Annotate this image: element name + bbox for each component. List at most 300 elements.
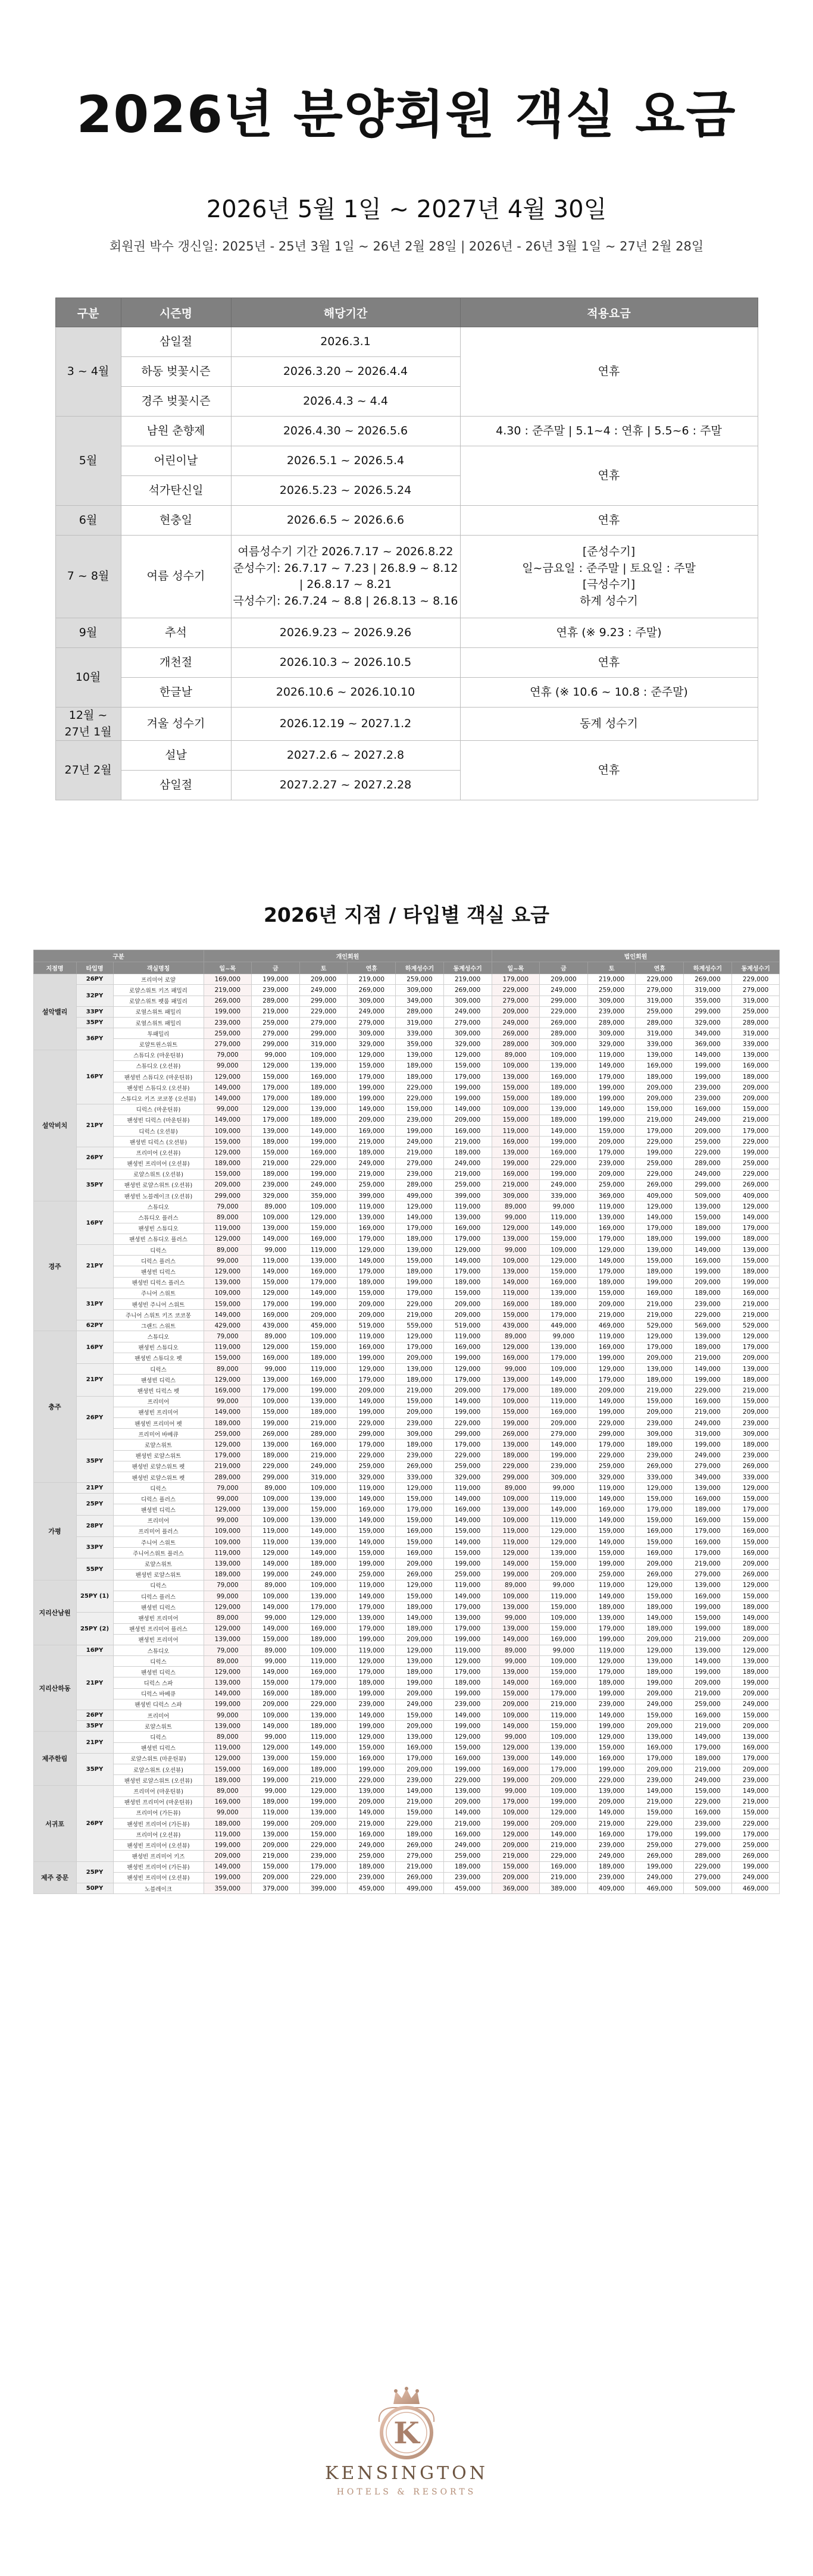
corporate-rate-cell: 109,000 xyxy=(540,1656,588,1667)
corporate-rate-cell: 219,000 xyxy=(540,1699,588,1710)
corporate-rate-cell: 199,000 xyxy=(587,1353,636,1363)
individual-rate-cell: 129,000 xyxy=(443,1244,492,1255)
table-row xyxy=(33,1223,780,1234)
corporate-rate-cell: 189,000 xyxy=(684,1753,732,1764)
individual-rate-cell: 89,000 xyxy=(204,1244,252,1255)
individual-rate-cell: 159,000 xyxy=(396,1710,444,1721)
room-name-cell: 팬셩빈 프리미어 (마운틴뷰) xyxy=(113,1796,204,1807)
corporate-rate-cell: 279,000 xyxy=(731,985,780,996)
individual-rate-cell: 159,000 xyxy=(204,1298,252,1309)
individual-rate-cell: 129,000 xyxy=(204,1234,252,1244)
individual-rate-cell: 179,000 xyxy=(348,1234,396,1244)
season-name-cell: 현충일 xyxy=(121,506,231,536)
individual-rate-cell: 129,000 xyxy=(396,1580,444,1591)
individual-rate-cell: 279,000 xyxy=(443,1018,492,1028)
table-row xyxy=(33,1256,780,1266)
individual-rate-cell: 379,000 xyxy=(252,1883,300,1894)
corporate-rate-cell: 369,000 xyxy=(684,1039,732,1050)
table-row xyxy=(33,1883,780,1894)
corporate-rate-cell: 159,000 xyxy=(731,1104,780,1115)
corporate-rate-cell: 219,000 xyxy=(540,1872,588,1883)
corporate-rate-cell: 99,000 xyxy=(492,1656,540,1667)
individual-rate-cell: 189,000 xyxy=(252,1450,300,1461)
season-period-cell: 2026.5.23 ~ 2026.5.24 xyxy=(231,476,460,506)
room-name-cell: 로얄스위트 키즈 패밀리 xyxy=(113,985,204,996)
corporate-rate-cell: 159,000 xyxy=(731,1591,780,1601)
room-name-cell: 프리미어 (오션뷰) xyxy=(113,1829,204,1840)
individual-rate-cell: 179,000 xyxy=(443,1623,492,1634)
individual-rate-cell: 159,000 xyxy=(348,1060,396,1071)
corporate-rate-cell: 179,000 xyxy=(587,1147,636,1158)
individual-rate-cell: 189,000 xyxy=(348,1147,396,1158)
individual-rate-cell: 99,000 xyxy=(204,1396,252,1407)
individual-rate-cell: 329,000 xyxy=(348,1039,396,1050)
individual-rate-cell: 219,000 xyxy=(299,1417,348,1428)
room-type-cell: 33PY xyxy=(76,1006,113,1017)
individual-rate-cell: 189,000 xyxy=(396,1375,444,1385)
corporate-rate-cell: 219,000 xyxy=(731,1115,780,1125)
corporate-rate-cell: 149,000 xyxy=(636,1786,684,1796)
table-row xyxy=(33,1039,780,1050)
corporate-rate-cell: 169,000 xyxy=(684,1494,732,1504)
corporate-rate-cell: 239,000 xyxy=(540,1461,588,1472)
corporate-rate-cell: 179,000 xyxy=(587,1266,636,1277)
corporate-rate-cell: 99,000 xyxy=(492,1212,540,1223)
individual-rate-cell: 139,000 xyxy=(204,1277,252,1288)
individual-rate-cell: 149,000 xyxy=(348,1537,396,1548)
room-name-cell: 노블레이크 xyxy=(113,1883,204,1894)
table-row xyxy=(33,1613,780,1623)
individual-rate-cell: 139,000 xyxy=(299,1396,348,1407)
corporate-rate-cell: 219,000 xyxy=(731,1796,780,1807)
table-row xyxy=(33,1645,780,1655)
period-subtitle: 2026년 5월 1일 ~ 2027년 4월 30일 xyxy=(206,196,607,223)
individual-rate-cell: 199,000 xyxy=(348,1688,396,1699)
corporate-rate-cell: 189,000 xyxy=(636,1234,684,1244)
individual-rate-cell: 159,000 xyxy=(396,1256,444,1266)
room-type-cell: 35PY xyxy=(76,1439,113,1483)
individual-rate-cell: 179,000 xyxy=(299,1277,348,1288)
table-row xyxy=(33,1786,780,1796)
corporate-rate-cell: 209,000 xyxy=(587,1298,636,1309)
corporate-rate-cell: 119,000 xyxy=(540,1494,588,1504)
table-row xyxy=(33,1677,780,1688)
individual-rate-cell: 199,000 xyxy=(252,974,300,985)
corporate-rate-cell: 199,000 xyxy=(684,1266,732,1277)
corporate-rate-cell: 109,000 xyxy=(540,1786,588,1796)
room-name-cell: 로열스위트 패밀리 xyxy=(113,1018,204,1028)
individual-rate-cell: 239,000 xyxy=(443,1872,492,1883)
season-row xyxy=(55,446,758,476)
individual-rate-cell: 149,000 xyxy=(396,1786,444,1796)
individual-rate-cell: 269,000 xyxy=(348,985,396,996)
corporate-rate-cell: 199,000 xyxy=(587,1093,636,1104)
corporate-rate-cell: 279,000 xyxy=(492,996,540,1006)
corporate-rate-cell: 169,000 xyxy=(731,1288,780,1298)
corporate-rate-cell: 129,000 xyxy=(587,1732,636,1742)
corporate-rate-cell: 139,000 xyxy=(492,1753,540,1764)
corporate-rate-cell: 99,000 xyxy=(540,1645,588,1655)
individual-rate-cell: 289,000 xyxy=(396,1179,444,1190)
room-name-cell: 팬셩빈 디럭스 xyxy=(113,1602,204,1613)
individual-rate-cell: 139,000 xyxy=(299,1710,348,1721)
corporate-rate-cell: 139,000 xyxy=(684,1331,732,1342)
corporate-rate-cell: 199,000 xyxy=(636,1677,684,1688)
season-name-cell: 겨울 성수기 xyxy=(121,708,231,741)
corporate-rate-cell: 159,000 xyxy=(492,1093,540,1104)
table-row xyxy=(33,1320,780,1331)
room-name-cell: 스튜디오 플러스 xyxy=(113,1212,204,1223)
individual-rate-cell: 169,000 xyxy=(443,1829,492,1840)
corporate-rate-cell: 149,000 xyxy=(587,1396,636,1407)
individual-rate-cell: 149,000 xyxy=(252,1266,300,1277)
room-name-cell: 팬셩빈 디럭스 xyxy=(113,1266,204,1277)
individual-rate-cell: 169,000 xyxy=(252,1353,300,1363)
corporate-rate-cell: 199,000 xyxy=(492,1417,540,1428)
corporate-rate-cell: 199,000 xyxy=(731,1277,780,1288)
individual-rate-cell: 219,000 xyxy=(348,1818,396,1829)
corporate-rate-cell: 139,000 xyxy=(587,1613,636,1623)
corporate-rate-cell: 299,000 xyxy=(684,1179,732,1190)
individual-rate-cell: 219,000 xyxy=(252,1006,300,1017)
corporate-rate-cell: 289,000 xyxy=(540,1028,588,1039)
season-header-period: 해당기간 xyxy=(231,298,460,327)
individual-rate-cell: 169,000 xyxy=(443,1125,492,1136)
individual-rate-cell: 99,000 xyxy=(252,1613,300,1623)
room-name-cell: 스튜디오 xyxy=(113,1331,204,1342)
corporate-rate-cell: 159,000 xyxy=(540,1721,588,1732)
room-name-cell: 로얄스위트 (오션뷰) xyxy=(113,1764,204,1774)
individual-rate-cell: 179,000 xyxy=(443,1266,492,1277)
corporate-rate-cell: 159,000 xyxy=(587,1548,636,1558)
individual-rate-cell: 169,000 xyxy=(204,1796,252,1807)
table-row xyxy=(33,1310,780,1320)
individual-rate-cell: 209,000 xyxy=(396,1353,444,1363)
individual-rate-cell: 189,000 xyxy=(204,1818,252,1829)
individual-rate-cell: 119,000 xyxy=(299,1732,348,1742)
corporate-rate-cell: 239,000 xyxy=(587,1699,636,1710)
table-row xyxy=(33,1623,780,1634)
individual-rate-cell: 139,000 xyxy=(204,1634,252,1645)
corporate-rate-cell: 279,000 xyxy=(636,985,684,996)
room-type-cell: 16PY xyxy=(76,1050,113,1104)
season-table-body xyxy=(55,327,758,800)
room-name-cell: 프리미어 플러스 xyxy=(113,1526,204,1536)
individual-rate-cell: 209,000 xyxy=(443,1115,492,1125)
corporate-rate-cell: 209,000 xyxy=(540,1417,588,1428)
individual-rate-cell: 219,000 xyxy=(252,1851,300,1861)
individual-rate-cell: 199,000 xyxy=(443,1558,492,1569)
individual-rate-cell: 159,000 xyxy=(443,1548,492,1558)
corporate-rate-cell: 149,000 xyxy=(540,1439,588,1450)
corporate-rate-cell: 269,000 xyxy=(636,1569,684,1580)
corporate-rate-cell: 259,000 xyxy=(636,1158,684,1169)
corporate-rate-cell: 119,000 xyxy=(540,1515,588,1526)
corporate-rate-cell: 129,000 xyxy=(731,1201,780,1212)
corporate-rate-cell: 149,000 xyxy=(684,1656,732,1667)
individual-rate-cell: 129,000 xyxy=(252,1342,300,1353)
individual-rate-cell: 89,000 xyxy=(252,1645,300,1655)
corporate-rate-cell: 149,000 xyxy=(492,1677,540,1688)
individual-rate-cell: 189,000 xyxy=(204,1569,252,1580)
individual-rate-cell: 209,000 xyxy=(396,1407,444,1417)
corporate-rate-cell: 109,000 xyxy=(540,1613,588,1623)
corporate-rate-cell: 409,000 xyxy=(731,1191,780,1201)
individual-rate-cell: 179,000 xyxy=(443,1071,492,1082)
corporate-rate-cell: 179,000 xyxy=(636,1829,684,1840)
corporate-rate-cell: 249,000 xyxy=(540,1179,588,1190)
corporate-rate-cell: 159,000 xyxy=(731,1537,780,1548)
corporate-rate-cell: 169,000 xyxy=(587,1753,636,1764)
individual-rate-cell: 129,000 xyxy=(204,1753,252,1764)
individual-rate-cell: 199,000 xyxy=(299,1137,348,1147)
individual-rate-cell: 129,000 xyxy=(443,1732,492,1742)
corporate-rate-cell: 179,000 xyxy=(636,1342,684,1353)
individual-rate-cell: 239,000 xyxy=(396,1115,444,1125)
corporate-rate-cell: 199,000 xyxy=(684,1602,732,1613)
corporate-rate-cell: 249,000 xyxy=(636,1699,684,1710)
corporate-rate-cell: 109,000 xyxy=(540,1050,588,1060)
corporate-rate-cell: 139,000 xyxy=(684,1580,732,1591)
individual-rate-cell: 139,000 xyxy=(204,1677,252,1688)
individual-rate-cell: 149,000 xyxy=(204,1093,252,1104)
corporate-rate-cell: 129,000 xyxy=(492,1829,540,1840)
table-row xyxy=(33,1364,780,1375)
corporate-rate-cell: 229,000 xyxy=(684,1861,732,1872)
room-name-cell: 디럭스 xyxy=(113,1483,204,1494)
rate-subheader-cell: 토 xyxy=(299,962,348,974)
emblem-letter: K xyxy=(393,2415,420,2450)
individual-rate-cell: 259,000 xyxy=(396,974,444,985)
season-month-cell: 6월 xyxy=(55,506,121,536)
rate-subheader-cell: 연휴 xyxy=(636,962,684,974)
corporate-rate-cell: 199,000 xyxy=(684,1667,732,1677)
individual-rate-cell: 139,000 xyxy=(443,1212,492,1223)
corporate-rate-cell: 239,000 xyxy=(587,1840,636,1851)
individual-rate-cell: 189,000 xyxy=(396,1829,444,1840)
individual-rate-cell: 149,000 xyxy=(443,1104,492,1115)
corporate-rate-cell: 159,000 xyxy=(636,1494,684,1504)
table-row xyxy=(33,1515,780,1526)
individual-rate-cell: 129,000 xyxy=(396,1201,444,1212)
room-name-cell: 프리미어 xyxy=(113,1396,204,1407)
individual-rate-cell: 249,000 xyxy=(396,1137,444,1147)
individual-rate-cell: 239,000 xyxy=(396,1417,444,1428)
corporate-rate-cell: 169,000 xyxy=(684,1396,732,1407)
corporate-rate-cell: 159,000 xyxy=(587,1742,636,1753)
individual-rate-cell: 89,000 xyxy=(204,1786,252,1796)
season-name-cell: 하동 벚꽃시즌 xyxy=(121,357,231,387)
individual-rate-cell: 199,000 xyxy=(299,1298,348,1309)
room-name-cell: 주니어 스위트 xyxy=(113,1288,204,1298)
corporate-rate-cell: 149,000 xyxy=(540,1223,588,1234)
corporate-rate-cell: 169,000 xyxy=(540,1677,588,1688)
season-name-cell: 삼일절 xyxy=(121,327,231,357)
corporate-rate-cell: 239,000 xyxy=(731,1450,780,1461)
individual-rate-cell: 179,000 xyxy=(396,1753,444,1764)
corporate-rate-cell: 259,000 xyxy=(636,1840,684,1851)
corporate-rate-cell: 189,000 xyxy=(731,1602,780,1613)
room-name-cell: 디럭스 xyxy=(113,1656,204,1667)
individual-rate-cell: 269,000 xyxy=(396,1840,444,1851)
corporate-rate-cell: 389,000 xyxy=(540,1883,588,1894)
table-row xyxy=(33,1450,780,1461)
individual-rate-cell: 179,000 xyxy=(252,1298,300,1309)
individual-rate-cell: 169,000 xyxy=(348,1223,396,1234)
corporate-rate-cell: 169,000 xyxy=(492,1137,540,1147)
individual-rate-cell: 179,000 xyxy=(443,1439,492,1450)
corporate-rate-cell: 189,000 xyxy=(636,1602,684,1613)
individual-rate-cell: 139,000 xyxy=(396,1364,444,1375)
individual-rate-cell: 249,000 xyxy=(396,1699,444,1710)
individual-rate-cell: 129,000 xyxy=(204,1439,252,1450)
table-row xyxy=(33,1504,780,1515)
individual-rate-cell: 359,000 xyxy=(396,1039,444,1050)
individual-rate-cell: 189,000 xyxy=(299,1721,348,1732)
room-type-cell: 26PY xyxy=(76,974,113,985)
room-type-cell: 21PY xyxy=(76,1364,113,1397)
corporate-rate-cell: 149,000 xyxy=(636,1613,684,1623)
table-row xyxy=(33,1742,780,1753)
individual-rate-cell: 249,000 xyxy=(348,1840,396,1851)
individual-rate-cell: 189,000 xyxy=(299,1115,348,1125)
corporate-rate-cell: 159,000 xyxy=(684,1613,732,1623)
individual-rate-cell: 219,000 xyxy=(443,1818,492,1829)
corporate-rate-cell: 179,000 xyxy=(636,1125,684,1136)
branch-name-cell: 제주한림 xyxy=(33,1732,76,1786)
corporate-rate-cell: 189,000 xyxy=(587,1602,636,1613)
corporate-rate-cell: 179,000 xyxy=(731,1829,780,1840)
corporate-rate-cell: 149,000 xyxy=(731,1212,780,1223)
corporate-rate-cell: 139,000 xyxy=(636,1050,684,1060)
individual-rate-cell: 119,000 xyxy=(252,1807,300,1818)
branch-name-cell: 설악비치 xyxy=(33,1050,76,1201)
season-period-cell: 2026.12.19 ~ 2027.1.2 xyxy=(231,708,460,741)
individual-rate-cell: 99,000 xyxy=(204,1060,252,1071)
rate-subheader-cell: 금 xyxy=(540,962,588,974)
corporate-rate-cell: 259,000 xyxy=(636,1006,684,1017)
table-row xyxy=(33,1710,780,1721)
individual-rate-cell: 199,000 xyxy=(443,1353,492,1363)
individual-rate-cell: 129,000 xyxy=(348,1050,396,1060)
corporate-rate-cell: 159,000 xyxy=(492,1688,540,1699)
table-row xyxy=(33,1407,780,1417)
individual-rate-cell: 229,000 xyxy=(299,1158,348,1169)
individual-rate-cell: 249,000 xyxy=(443,1158,492,1169)
individual-rate-cell: 169,000 xyxy=(299,1667,348,1677)
individual-rate-cell: 169,000 xyxy=(348,1504,396,1515)
corporate-rate-cell: 409,000 xyxy=(587,1883,636,1894)
corporate-rate-cell: 239,000 xyxy=(587,1158,636,1169)
table-row xyxy=(33,1244,780,1255)
room-name-cell: 로얄스위트 (마운틴뷰) xyxy=(113,1753,204,1764)
individual-rate-cell: 189,000 xyxy=(299,1688,348,1699)
individual-rate-cell: 199,000 xyxy=(204,1699,252,1710)
individual-rate-cell: 119,000 xyxy=(204,1223,252,1234)
individual-rate-cell: 149,000 xyxy=(348,1591,396,1601)
corporate-rate-cell: 219,000 xyxy=(684,1721,732,1732)
corporate-rate-cell: 269,000 xyxy=(636,1179,684,1190)
individual-rate-cell: 159,000 xyxy=(252,1147,300,1158)
table-row xyxy=(33,1385,780,1396)
individual-rate-cell: 189,000 xyxy=(252,1137,300,1147)
corporate-rate-cell: 209,000 xyxy=(540,974,588,985)
individual-rate-cell: 209,000 xyxy=(299,974,348,985)
individual-rate-cell: 119,000 xyxy=(443,1580,492,1591)
corporate-rate-cell: 179,000 xyxy=(540,1310,588,1320)
table-row xyxy=(33,996,780,1006)
individual-rate-cell: 109,000 xyxy=(252,1494,300,1504)
room-name-cell: 팬셩빈 노블레이크 (오션뷰) xyxy=(113,1191,204,1201)
individual-rate-cell: 229,000 xyxy=(299,1840,348,1851)
room-name-cell: 팬셩빈 디럭스 (오션뷰) xyxy=(113,1137,204,1147)
corporate-rate-cell: 149,000 xyxy=(540,1829,588,1840)
season-period-cell: 2027.2.6 ~ 2027.2.8 xyxy=(231,741,460,771)
individual-rate-cell: 119,000 xyxy=(348,1331,396,1342)
corporate-rate-cell: 319,000 xyxy=(636,1028,684,1039)
individual-rate-cell: 139,000 xyxy=(252,1504,300,1515)
corporate-rate-cell: 149,000 xyxy=(587,1494,636,1504)
individual-rate-cell: 249,000 xyxy=(299,985,348,996)
corporate-rate-cell: 109,000 xyxy=(492,1494,540,1504)
room-name-cell: 팬셩빈 디럭스 (마운틴뷰) xyxy=(113,1115,204,1125)
individual-rate-cell: 159,000 xyxy=(299,1829,348,1840)
table-row xyxy=(33,1060,780,1071)
corporate-rate-cell: 199,000 xyxy=(540,1169,588,1179)
corporate-rate-cell: 209,000 xyxy=(731,1082,780,1093)
individual-rate-cell: 459,000 xyxy=(443,1883,492,1894)
individual-rate-cell: 119,000 xyxy=(252,1526,300,1536)
individual-rate-cell: 159,000 xyxy=(396,1537,444,1548)
season-month-cell: 5월 xyxy=(55,417,121,506)
season-month-cell: 3 ~ 4월 xyxy=(55,327,121,417)
season-name-cell: 경주 벚꽃시즌 xyxy=(121,387,231,417)
individual-rate-cell: 199,000 xyxy=(252,1818,300,1829)
individual-rate-cell: 209,000 xyxy=(443,1385,492,1396)
individual-rate-cell: 199,000 xyxy=(204,1872,252,1883)
individual-rate-cell: 259,000 xyxy=(348,1851,396,1861)
corporate-rate-cell: 449,000 xyxy=(540,1320,588,1331)
corporate-rate-cell: 269,000 xyxy=(731,1851,780,1861)
room-type-cell: 32PY xyxy=(76,985,113,1006)
corporate-rate-cell: 119,000 xyxy=(492,1125,540,1136)
corporate-rate-cell: 99,000 xyxy=(540,1483,588,1494)
corporate-rate-cell: 209,000 xyxy=(636,1353,684,1363)
individual-rate-cell: 189,000 xyxy=(299,1353,348,1363)
corporate-rate-cell: 329,000 xyxy=(587,1039,636,1050)
corporate-rate-cell: 159,000 xyxy=(636,1807,684,1818)
corporate-rate-cell: 319,000 xyxy=(684,985,732,996)
individual-rate-cell: 99,000 xyxy=(252,1656,300,1667)
individual-rate-cell: 139,000 xyxy=(252,1439,300,1450)
corporate-rate-cell: 199,000 xyxy=(684,1375,732,1385)
room-name-cell: 디럭스 플러스 xyxy=(113,1494,204,1504)
individual-rate-cell: 139,000 xyxy=(396,1656,444,1667)
table-row xyxy=(33,1526,780,1536)
brand-name: KENSINGTON xyxy=(324,2463,489,2484)
corporate-rate-cell: 209,000 xyxy=(636,1688,684,1699)
season-month-cell: 12월 ~ 27년 1월 xyxy=(55,708,121,741)
corporate-rate-cell: 159,000 xyxy=(731,1515,780,1526)
room-name-cell: 팬셩빈 프리미어 (가든뷰) xyxy=(113,1818,204,1829)
season-rate-cell: 연휴 xyxy=(460,327,758,417)
individual-rate-cell: 149,000 xyxy=(396,1212,444,1223)
individual-rate-cell: 259,000 xyxy=(443,1461,492,1472)
room-name-cell: 팬셩빈 프리미어 xyxy=(113,1634,204,1645)
individual-rate-cell: 159,000 xyxy=(348,1288,396,1298)
corporate-rate-cell: 179,000 xyxy=(636,1223,684,1234)
individual-rate-cell: 229,000 xyxy=(348,1417,396,1428)
